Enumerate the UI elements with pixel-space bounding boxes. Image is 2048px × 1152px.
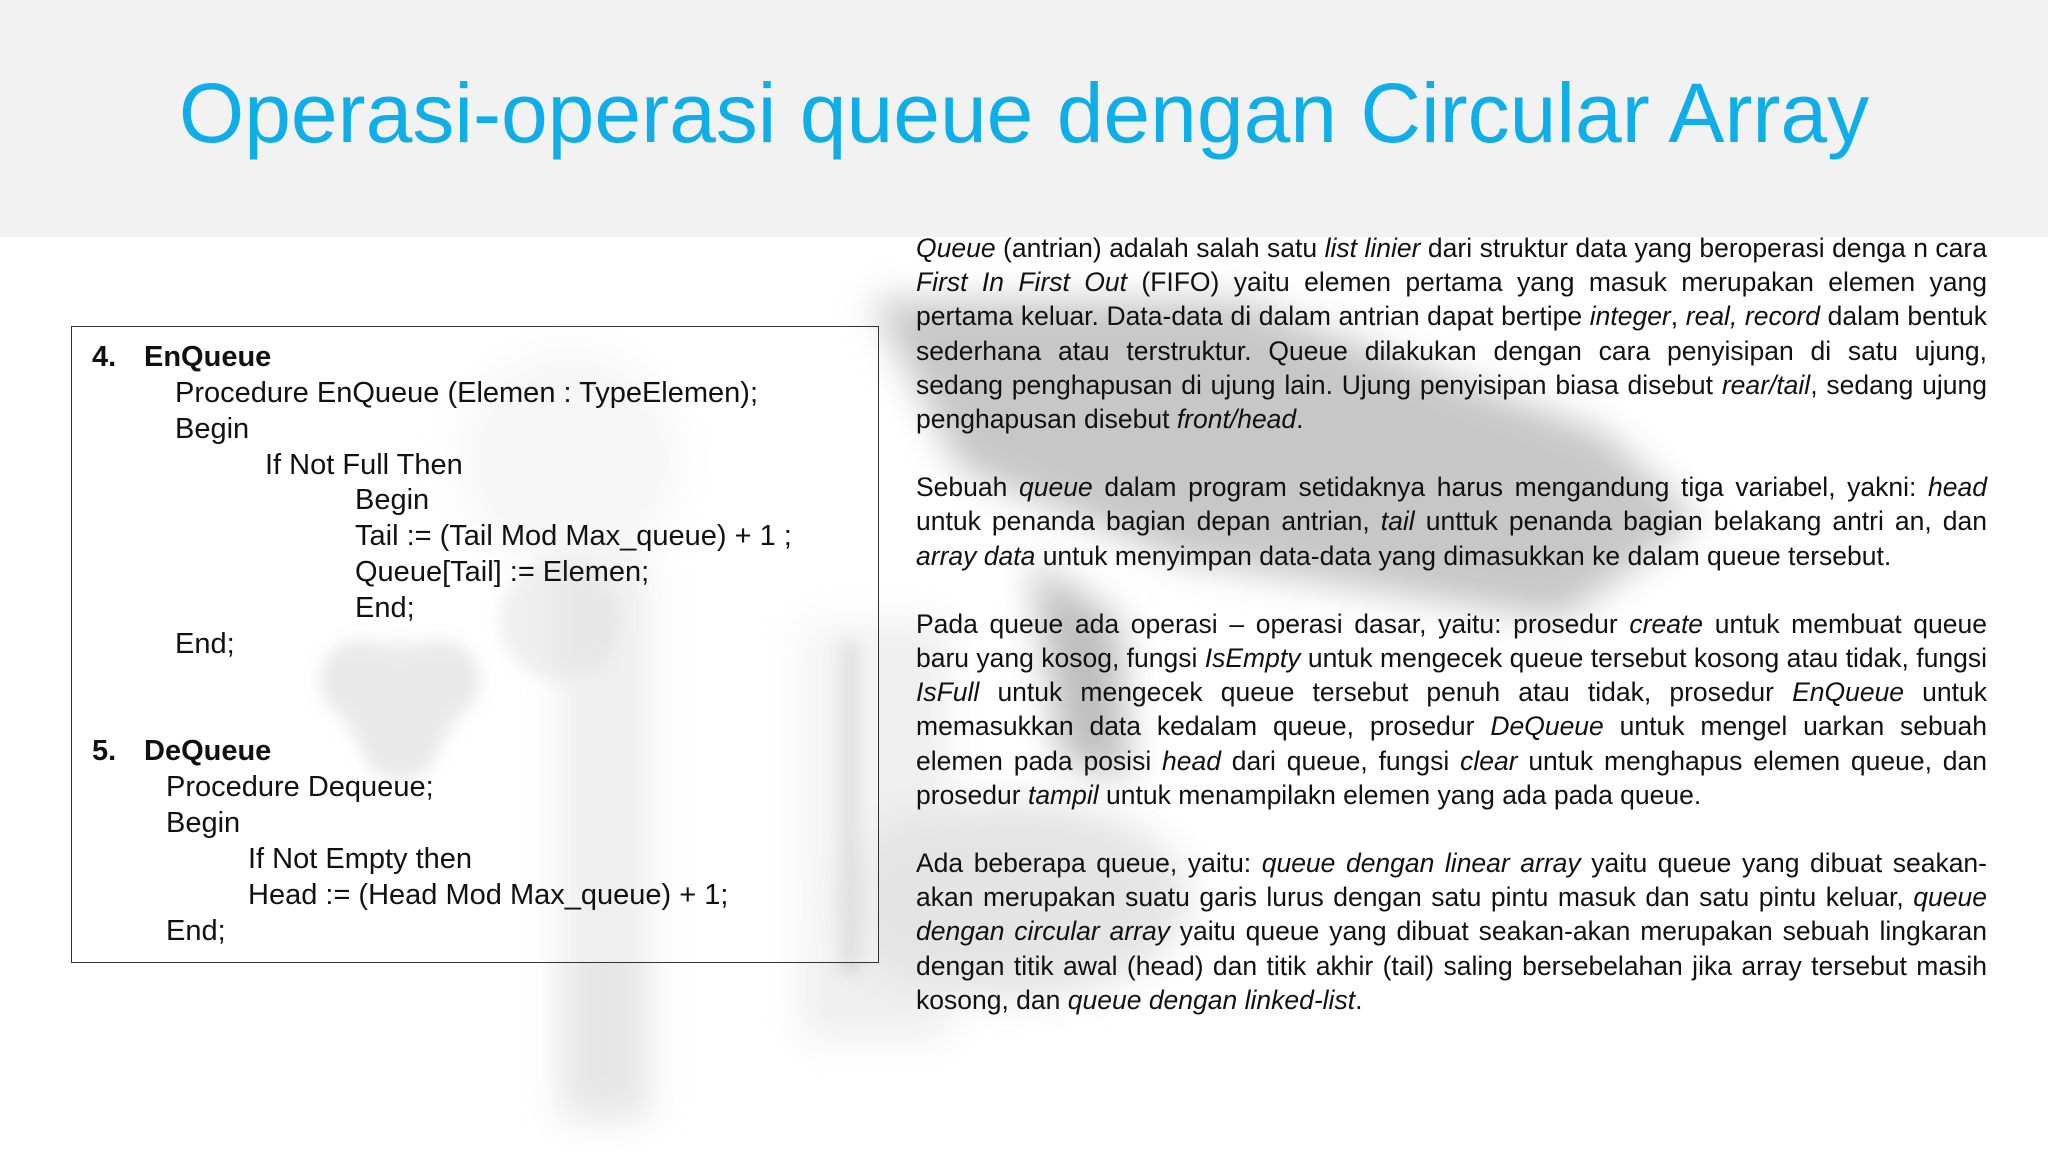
paragraph-operations: Pada queue ada operasi – operasi dasar, yaitu: prosedur create untuk membuat queue baru yang kosog, fungsi IsEmpty untuk mengecek queue tersebut kosong atau tidak, fungsi IsFull untuk mengecek queue tersebut penuh atau tidak, prosedur EnQueue untuk memasukkan data kedalam queue, prosedur DeQueue untuk mengel uarkan sebuah elemen pada posisi head dari queue, fungsi clear untuk menghapus elemen queue, dan prosedur tampil untuk menampilakn elemen yang ada pada queue.	[916, 608, 1987, 810]
code-line: Procedure Dequeue;	[166, 771, 434, 803]
code-line: Tail := (Tail Mod Max_queue) + 1 ;	[355, 520, 792, 552]
paragraph-queue-types: Ada beberapa queue, yaitu: queue dengan linear array yaitu queue yang dibuat seakan-akan merupakan suatu garis lurus dengan satu pintu masuk dan satu pintu keluar, queue dengan circular array yaitu queue yang dibuat seakan-akan merupakan sebuah lingkaran dengan titik awal (head) dan titik akhir (tail) saling bersebelahan jika array tersebut masih kosong, dan queue dengan linked-list.	[916, 848, 1987, 1015]
slide-title: Operasi-operasi queue dengan Circular Array	[178, 66, 1870, 160]
dequeue-number: 5.	[92, 735, 117, 767]
paragraph-definition: Queue (antrian) adalah salah satu list linier dari struktur data yang beroperasi denga n cara First In First Out (FIFO) yaitu elemen pertama yang masuk merupakan elemen yang pertama keluar. Data-data di dalam antrian dapat bertipe integer, real, record dalam bentuk sederhana atau terstruktur. Queue dilakukan dengan cara penyisipan di satu ujung, sedang penghapusan di ujung lain. Ujung penyisipan biasa disebut rear/tail, sedang ujung penghapusan disebut front/head.	[916, 233, 1987, 435]
enqueue-number: 4.	[92, 341, 117, 373]
enqueue-heading: EnQueue	[144, 341, 272, 373]
code-line: Begin	[355, 484, 430, 516]
code-line: Queue[Tail] := Elemen;	[355, 556, 650, 588]
dequeue-heading: DeQueue	[144, 735, 272, 767]
code-line: Procedure EnQueue (Elemen : TypeElemen);	[175, 377, 759, 409]
code-line: If Not Empty then	[248, 843, 473, 875]
description-text	[916, 231, 1987, 1017]
code-line: Begin	[175, 413, 250, 445]
code-line: If Not Full Then	[265, 449, 463, 481]
header-band	[0, 0, 2048, 237]
code-line: Head := (Head Mod Max_queue) + 1;	[248, 879, 729, 911]
code-line: Begin	[166, 807, 241, 839]
code-box	[71, 326, 879, 963]
code-line: End;	[166, 915, 226, 947]
code-line: End;	[355, 592, 415, 624]
code-line: End;	[175, 628, 235, 660]
paragraph-variables: Sebuah queue dalam program setidaknya harus mengandung tiga variabel, yakni: head untuk penanda bagian depan antrian, tail unttuk penanda bagian belakang antri an, dan array data untuk menyimpan data-data yang dimasukkan ke dalam queue tersebut.	[916, 472, 1987, 571]
